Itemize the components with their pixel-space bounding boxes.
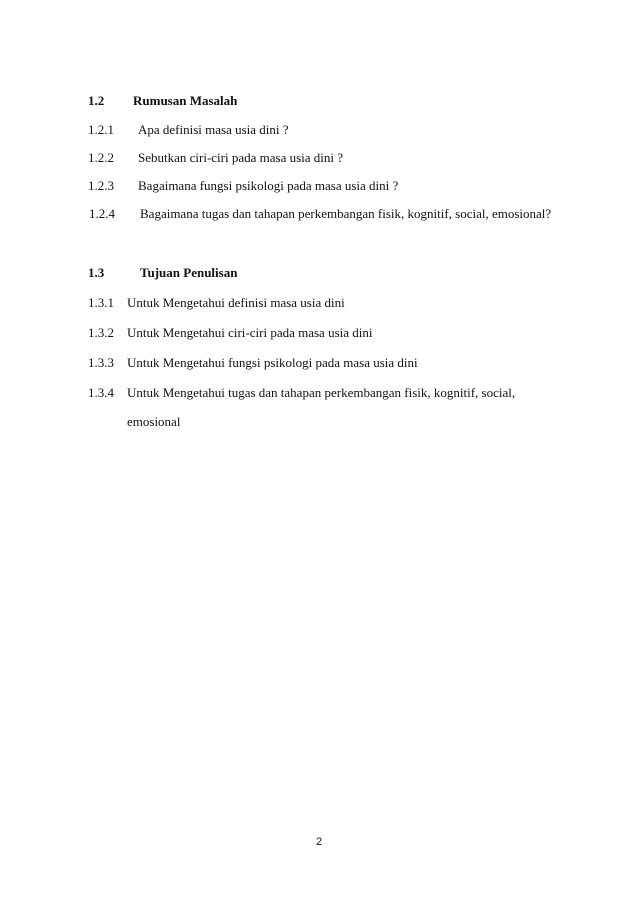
- section-number: 1.3: [88, 265, 105, 280]
- item-text: Apa definisi masa usia dini ?: [138, 122, 289, 137]
- item-number: 1.2.3: [88, 178, 114, 193]
- item-number: 1.2.1: [88, 122, 114, 137]
- item-text: Untuk Mengetahui fungsi psikologi pada masa usia dini: [127, 355, 418, 370]
- item-text: Untuk Mengetahui tugas dan tahapan perkembangan fisik, kognitif, social,: [127, 385, 516, 400]
- item-number: 1.3.3: [88, 355, 114, 370]
- section-title: Tujuan Penulisan: [140, 265, 238, 280]
- item-number: 1.3.2: [88, 325, 114, 340]
- item-number: 1.2.4: [89, 206, 115, 221]
- section-number: 1.2: [88, 93, 105, 108]
- item-number: 1.3.4: [88, 385, 114, 400]
- page-number: 2: [315, 836, 323, 848]
- item-text: Untuk Mengetahui ciri-ciri pada masa usia dini: [127, 325, 373, 340]
- item-text: Bagaimana tugas dan tahapan perkembangan fisik, kognitif, social, emosional?: [140, 206, 552, 221]
- item-text: Sebutkan ciri-ciri pada masa usia dini ?: [138, 150, 344, 165]
- item-number: 1.3.1: [88, 295, 114, 310]
- item-text: Bagaimana fungsi psikologi pada masa usia dini ?: [138, 178, 399, 193]
- item-number: 1.2.2: [88, 150, 114, 165]
- item-text: Untuk Mengetahui definisi masa usia dini: [127, 295, 345, 310]
- item-text-continuation: emosional: [127, 414, 181, 429]
- section-title: Rumusan Masalah: [133, 93, 238, 108]
